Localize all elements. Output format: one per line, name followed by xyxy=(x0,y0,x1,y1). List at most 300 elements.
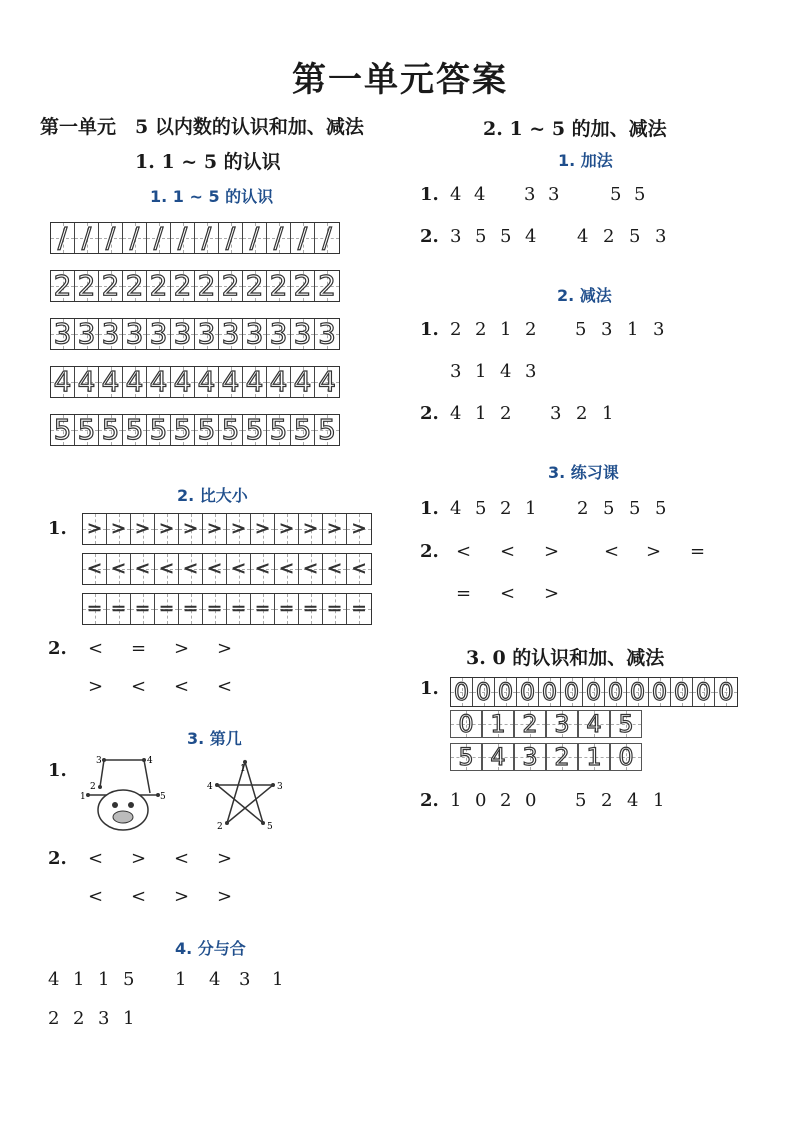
writing-1-glyph: / xyxy=(153,221,164,254)
answer-value: 1 xyxy=(272,969,284,990)
compare-q2-line2 xyxy=(88,676,260,697)
subtraction-heading: 2. 减法 xyxy=(557,286,612,305)
answer-value: 2 xyxy=(603,226,615,247)
answer-value: > xyxy=(217,848,233,869)
add-q2-label: 2. xyxy=(420,226,439,247)
answer-value: 5 xyxy=(575,790,587,811)
compare-1-glyph: > xyxy=(206,518,223,539)
star-label-5: 5 xyxy=(267,822,273,832)
zero-seq-down-cell xyxy=(514,743,546,771)
compare-1-cell xyxy=(131,514,155,544)
subsection-1-heading: 1. 1 ~ 5 的认识 xyxy=(150,187,274,206)
compare-2-glyph: < xyxy=(302,558,319,579)
compare-1-cell xyxy=(179,514,203,544)
answer-value: < xyxy=(131,886,147,907)
writing-1-glyph: / xyxy=(322,221,332,254)
writing-3-glyph: 3 xyxy=(101,317,120,350)
hat-label-2: 2 xyxy=(90,782,96,792)
writing-3-glyph: 3 xyxy=(221,317,240,350)
add-q1-answers xyxy=(450,184,658,205)
writing-5-glyph: 5 xyxy=(318,413,336,446)
writing-3-cell xyxy=(219,319,243,349)
compare-1-cell xyxy=(323,514,347,544)
writing-5-cell xyxy=(267,415,291,445)
compare-3-cell xyxy=(299,594,323,624)
compare-2-cell xyxy=(203,554,227,584)
writing-1-cell xyxy=(51,223,75,253)
compare-3-cell xyxy=(155,594,179,624)
hat-label-4: 4 xyxy=(147,756,153,766)
writing-3-glyph: 3 xyxy=(173,317,192,350)
answer-value: > xyxy=(174,638,190,659)
compare-1-glyph: > xyxy=(182,518,199,539)
writing-3-glyph: 3 xyxy=(245,317,264,350)
compare-2-glyph: < xyxy=(86,558,103,579)
writing-5-glyph: 5 xyxy=(293,413,312,446)
answer-value: 1 xyxy=(653,790,665,811)
writing-4-glyph: 4 xyxy=(53,365,72,398)
writing-5-row xyxy=(50,414,340,446)
practice-q2-label: 2. xyxy=(420,541,439,562)
answer-value: < xyxy=(500,583,516,604)
compare-1-cell xyxy=(107,514,131,544)
compare-2-glyph: < xyxy=(206,558,223,579)
addition-heading: 1. 加法 xyxy=(558,151,613,170)
zero-seq-up-cell xyxy=(546,710,578,738)
writing-2-cell xyxy=(267,271,291,301)
writing-4-glyph: 4 xyxy=(269,365,288,398)
writing-3-cell xyxy=(123,319,147,349)
answer-value: < xyxy=(88,638,104,659)
answer-value: > xyxy=(88,676,104,697)
answer-value: 2 xyxy=(450,319,462,340)
compare-2-cell xyxy=(227,554,251,584)
compare-3-row xyxy=(82,593,372,625)
answer-value: 3 xyxy=(450,361,462,382)
answer-value: 4 xyxy=(450,403,462,424)
writing-3-cell xyxy=(75,319,99,349)
answer-value: < xyxy=(131,676,147,697)
zero-row-glyph: 0 xyxy=(651,678,668,706)
answer-value: > xyxy=(131,848,147,869)
compare-3-glyph: = xyxy=(110,598,127,619)
compare-3-cell xyxy=(275,594,299,624)
writing-2-glyph: 2 xyxy=(125,269,144,302)
compare-1-cell xyxy=(299,514,323,544)
writing-2-cell xyxy=(315,271,339,301)
writing-3-cell xyxy=(147,319,171,349)
zero-row-glyph: 0 xyxy=(673,678,690,706)
writing-1-cell xyxy=(99,223,123,253)
compare-3-glyph: = xyxy=(351,598,367,619)
compare-q2-label: 2. xyxy=(48,638,67,659)
answer-value: 1 xyxy=(500,319,512,340)
answer-value: 5 xyxy=(610,184,622,205)
compare-3-glyph: = xyxy=(254,598,271,619)
writing-2-glyph: 2 xyxy=(197,269,216,302)
writing-1-cell xyxy=(219,223,243,253)
answer-value: 3 xyxy=(239,969,251,990)
writing-4-glyph: 4 xyxy=(77,365,96,398)
compare-2-cell xyxy=(275,554,299,584)
zero-seq-up-cell xyxy=(482,710,514,738)
answer-value: 4 xyxy=(474,184,486,205)
ordinal-q1-label: 1. xyxy=(48,760,67,781)
compare-1-cell xyxy=(203,514,227,544)
answer-value: 3 xyxy=(525,361,537,382)
zero-seq-up-cell xyxy=(514,710,546,738)
compare-1-glyph: > xyxy=(351,518,367,539)
zero-seq-down-glyph: 1 xyxy=(586,743,602,771)
answer-value: < xyxy=(174,848,190,869)
writing-1-cell xyxy=(267,223,291,253)
answer-value: 4 xyxy=(577,226,589,247)
answer-value: 3 xyxy=(98,1008,110,1029)
writing-5-cell xyxy=(147,415,171,445)
zero-row-glyph: 0 xyxy=(541,678,558,706)
answer-value: = xyxy=(690,541,706,562)
writing-2-cell xyxy=(99,271,123,301)
compare-1-cell xyxy=(275,514,299,544)
writing-1-glyph: / xyxy=(297,221,308,254)
answer-value: 3 xyxy=(450,226,462,247)
minus-q1-label: 1. xyxy=(420,319,439,340)
compare-3-glyph: = xyxy=(182,598,199,619)
add-q1-label: 1. xyxy=(420,184,439,205)
zero-row-cell xyxy=(583,678,605,706)
answer-value: 2 xyxy=(500,403,512,424)
zero-row-glyph: 0 xyxy=(519,678,536,706)
answer-value: 5 xyxy=(500,226,512,247)
writing-1-row xyxy=(50,222,340,254)
zero-row-glyph: 0 xyxy=(475,678,492,706)
hat-label-5: 5 xyxy=(160,792,166,802)
subsection-split-heading: 4. 分与合 xyxy=(175,939,246,958)
star-label-3: 3 xyxy=(277,782,283,792)
writing-3-glyph: 3 xyxy=(197,317,216,350)
compare-2-cell xyxy=(107,554,131,584)
answer-value: < xyxy=(174,676,190,697)
answer-value: < xyxy=(604,541,620,562)
compare-3-cell xyxy=(131,594,155,624)
writing-5-cell xyxy=(243,415,267,445)
answer-value: 1 xyxy=(475,361,487,382)
answer-value: 1 xyxy=(98,969,110,990)
minus-q2-answers xyxy=(450,403,628,424)
split-line1 xyxy=(48,969,297,990)
writing-3-glyph: 3 xyxy=(149,317,168,350)
zero-row-glyph: 0 xyxy=(585,678,602,706)
star-label-2: 2 xyxy=(217,822,223,832)
answer-value: 5 xyxy=(475,498,487,519)
writing-4-glyph: 4 xyxy=(101,365,120,398)
writing-4-glyph: 4 xyxy=(125,365,144,398)
compare-2-glyph: < xyxy=(326,558,343,579)
compare-3-cell xyxy=(227,594,251,624)
writing-1-glyph: / xyxy=(273,221,284,254)
zero-seq-up-cell xyxy=(578,710,610,738)
page-title: 第一单元答案 xyxy=(292,60,508,100)
zero-seq-up-cell xyxy=(450,710,482,738)
zero-row-glyph: 0 xyxy=(607,678,624,706)
answer-value: > xyxy=(217,886,233,907)
writing-2-glyph: 2 xyxy=(149,269,168,302)
writing-2-cell xyxy=(195,271,219,301)
writing-3-glyph: 3 xyxy=(125,317,144,350)
writing-2-cell xyxy=(75,271,99,301)
writing-4-cell xyxy=(219,367,243,397)
writing-4-glyph: 4 xyxy=(221,365,240,398)
writing-4-cell xyxy=(147,367,171,397)
answer-value: 5 xyxy=(575,319,587,340)
writing-2-glyph: 2 xyxy=(293,269,312,302)
answer-value: > xyxy=(174,886,190,907)
writing-2-glyph: 2 xyxy=(245,269,264,302)
writing-5-glyph: 5 xyxy=(173,413,192,446)
answer-value: 5 xyxy=(475,226,487,247)
answer-value: 3 xyxy=(550,403,562,424)
writing-4-cell xyxy=(99,367,123,397)
compare-2-cell xyxy=(131,554,155,584)
compare-q2-line1 xyxy=(88,638,260,659)
zero-row-glyph: 0 xyxy=(453,678,470,706)
compare-3-glyph: = xyxy=(206,598,223,619)
writing-1-cell xyxy=(75,223,99,253)
writing-4-glyph: 4 xyxy=(173,365,192,398)
writing-5-glyph: 5 xyxy=(125,413,144,446)
zero-seq-down-cell xyxy=(450,743,482,771)
answer-value: 1 xyxy=(602,403,614,424)
answer-value: 4 xyxy=(500,361,512,382)
writing-2-glyph: 2 xyxy=(101,269,120,302)
compare-3-cell xyxy=(203,594,227,624)
zero-seq-down-row xyxy=(450,743,642,771)
writing-1-cell xyxy=(291,223,315,253)
compare-3-cell xyxy=(347,594,371,624)
compare-1-glyph: > xyxy=(278,518,295,539)
writing-1-cell xyxy=(195,223,219,253)
writing-2-glyph: 2 xyxy=(173,269,192,302)
answer-value: 2 xyxy=(601,790,613,811)
compare-2-glyph: < xyxy=(230,558,247,579)
compare-1-cell xyxy=(227,514,251,544)
answer-value: 4 xyxy=(450,184,462,205)
section1-heading: 1. 1 ~ 5 的认识 xyxy=(135,151,281,173)
writing-4-cell xyxy=(171,367,195,397)
writing-2-cell xyxy=(243,271,267,301)
writing-1-glyph: / xyxy=(201,221,212,254)
zero-row-glyph: 0 xyxy=(695,678,712,706)
answer-value: = xyxy=(456,583,472,604)
writing-4-glyph: 4 xyxy=(293,365,312,398)
answer-value: 4 xyxy=(450,498,462,519)
writing-1-glyph: / xyxy=(81,221,92,254)
writing-3-row xyxy=(50,318,340,350)
answer-value: 5 xyxy=(634,184,646,205)
zero-seq-down-cell xyxy=(578,743,610,771)
writing-5-cell xyxy=(291,415,315,445)
writing-1-glyph: / xyxy=(129,221,140,254)
compare-1-cell xyxy=(347,514,371,544)
zero-row-cell xyxy=(561,678,583,706)
compare-2-cell xyxy=(251,554,275,584)
zero-seq-down-glyph: 0 xyxy=(618,743,634,771)
answer-value: 4 xyxy=(525,226,537,247)
split-line2 xyxy=(48,1008,148,1029)
compare-1-glyph: > xyxy=(254,518,271,539)
answer-value: 3 xyxy=(601,319,613,340)
answer-value: 4 xyxy=(627,790,639,811)
zero-seq-down-cell xyxy=(610,743,642,771)
writing-2-cell xyxy=(123,271,147,301)
unit-heading: 第一单元 5 以内数的认识和加、减法 xyxy=(40,116,364,138)
compare-3-glyph: = xyxy=(134,598,151,619)
writing-1-cell xyxy=(123,223,147,253)
practice-q1-answers xyxy=(450,498,681,519)
writing-4-cell xyxy=(291,367,315,397)
answer-value: < xyxy=(456,541,472,562)
compare-1-cell xyxy=(83,514,107,544)
zero-seq-up-glyph: 0 xyxy=(458,710,474,738)
answer-value: < xyxy=(88,848,104,869)
compare-2-row xyxy=(82,553,372,585)
writing-5-glyph: 5 xyxy=(269,413,288,446)
compare-2-cell xyxy=(179,554,203,584)
zero-seq-up-glyph: 4 xyxy=(586,710,602,738)
writing-1-glyph: / xyxy=(177,221,188,254)
answer-value: 2 xyxy=(500,498,512,519)
writing-5-cell xyxy=(123,415,147,445)
zero-q2-answers xyxy=(450,790,679,811)
answer-value: 2 xyxy=(576,403,588,424)
zero-row-cell xyxy=(649,678,671,706)
zero-row-glyph: 0 xyxy=(497,678,514,706)
writing-5-cell xyxy=(75,415,99,445)
writing-4-glyph: 4 xyxy=(149,365,168,398)
compare-2-glyph: < xyxy=(134,558,151,579)
hat-label-3: 3 xyxy=(96,756,102,766)
writing-2-cell xyxy=(291,271,315,301)
answer-value: 0 xyxy=(475,790,487,811)
writing-5-glyph: 5 xyxy=(149,413,168,446)
answer-value: 1 xyxy=(525,498,537,519)
writing-5-cell xyxy=(195,415,219,445)
writing-2-glyph: 2 xyxy=(221,269,240,302)
compare-3-glyph: = xyxy=(230,598,247,619)
writing-4-glyph: 4 xyxy=(318,365,336,398)
writing-3-cell xyxy=(99,319,123,349)
writing-1-cell xyxy=(171,223,195,253)
add-q2-answers xyxy=(450,226,681,247)
writing-3-cell xyxy=(291,319,315,349)
answer-value: 3 xyxy=(548,184,560,205)
writing-2-glyph: 2 xyxy=(77,269,96,302)
zero-seq-down-glyph: 5 xyxy=(458,743,474,771)
zero-row-row xyxy=(450,677,738,707)
writing-1-cell xyxy=(243,223,267,253)
answer-value: 3 xyxy=(655,226,667,247)
minus-q1-line2 xyxy=(450,361,550,382)
ordinal-q2-line2 xyxy=(88,886,260,907)
compare-3-cell xyxy=(251,594,275,624)
answer-value: 2 xyxy=(73,1008,85,1029)
compare-3-cell xyxy=(107,594,131,624)
ordinal-q2-label: 2. xyxy=(48,848,67,869)
writing-5-glyph: 5 xyxy=(197,413,216,446)
compare-2-cell xyxy=(299,554,323,584)
minus-q2-label: 2. xyxy=(420,403,439,424)
zero-row-cell xyxy=(715,678,737,706)
compare-1-row xyxy=(82,513,372,545)
zero-seq-down-glyph: 4 xyxy=(490,743,506,771)
compare-2-glyph: < xyxy=(110,558,127,579)
writing-1-glyph: / xyxy=(249,221,260,254)
answer-value: = xyxy=(131,638,147,659)
writing-5-cell xyxy=(219,415,243,445)
writing-3-glyph: 3 xyxy=(53,317,72,350)
answer-value: < xyxy=(500,541,516,562)
zero-seq-up-glyph: 1 xyxy=(490,710,506,738)
answer-value: 2 xyxy=(48,1008,60,1029)
writing-1-glyph: / xyxy=(57,221,68,254)
hat-label-1: 1 xyxy=(80,792,86,802)
writing-2-glyph: 2 xyxy=(53,269,72,302)
practice-q2-line2 xyxy=(456,583,588,604)
answer-value: > xyxy=(544,541,560,562)
compare-2-cell xyxy=(155,554,179,584)
answer-value: 4 xyxy=(209,969,221,990)
compare-1-glyph: > xyxy=(230,518,247,539)
subsection-compare-heading: 2. 比大小 xyxy=(177,486,248,505)
answer-value: 1 xyxy=(175,969,187,990)
zero-row-cell xyxy=(671,678,693,706)
writing-4-cell xyxy=(123,367,147,397)
compare-2-cell xyxy=(347,554,371,584)
compare-3-cell xyxy=(83,594,107,624)
zero-row-cell xyxy=(495,678,517,706)
writing-5-cell xyxy=(99,415,123,445)
answer-value: 5 xyxy=(603,498,615,519)
compare-3-cell xyxy=(323,594,347,624)
compare-2-cell xyxy=(83,554,107,584)
writing-4-cell xyxy=(195,367,219,397)
writing-4-glyph: 4 xyxy=(245,365,264,398)
writing-2-cell xyxy=(219,271,243,301)
writing-3-glyph: 3 xyxy=(77,317,96,350)
answer-value: 2 xyxy=(525,319,537,340)
compare-1-glyph: > xyxy=(158,518,175,539)
writing-5-glyph: 5 xyxy=(77,413,96,446)
answer-value: 1 xyxy=(123,1008,135,1029)
writing-2-cell xyxy=(171,271,195,301)
writing-2-cell xyxy=(147,271,171,301)
writing-5-cell xyxy=(171,415,195,445)
zero-seq-down-cell xyxy=(482,743,514,771)
answer-value: < xyxy=(88,886,104,907)
writing-3-cell xyxy=(195,319,219,349)
zero-seq-down-glyph: 3 xyxy=(522,743,538,771)
answer-value: 1 xyxy=(73,969,85,990)
answer-value: 2 xyxy=(500,790,512,811)
zero-row-cell xyxy=(693,678,715,706)
writing-1-glyph: / xyxy=(105,221,116,254)
compare-2-cell xyxy=(323,554,347,584)
writing-5-cell xyxy=(51,415,75,445)
writing-2-glyph: 2 xyxy=(318,269,336,302)
answer-value: 4 xyxy=(48,969,60,990)
answer-value: 1 xyxy=(627,319,639,340)
writing-3-cell xyxy=(243,319,267,349)
